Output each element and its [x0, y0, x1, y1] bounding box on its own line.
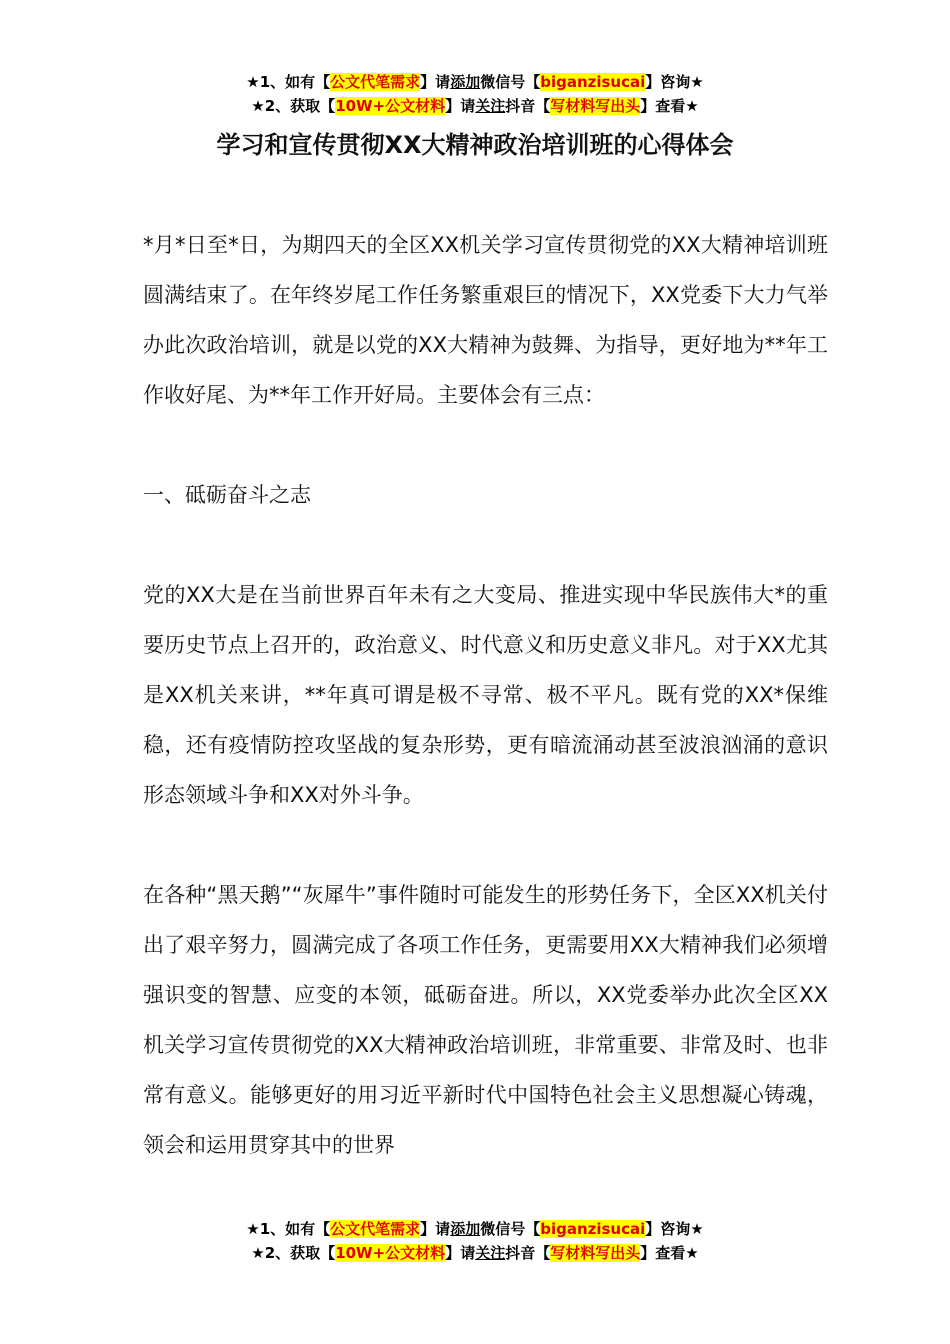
promo-highlight: 公文代笔需求: [330, 73, 421, 91]
promo-wechat-id: biganzisucai: [540, 73, 646, 91]
paragraph-intro: *月*日至*日，为期四天的全区XX机关学习宣传贯彻党的XX大精神培训班圆满结束了。在年终岁尾工作任务繁重艰巨的情况下，XX党委下大力气举办此次政治培训，就是以党的XX大精神为鼓舞、为指导，更好地为**年工作收好尾、为**年工作开好局。主要体会有三点：: [143, 233, 828, 407]
promo-underline: 关注: [475, 97, 506, 115]
document-title: 学习和宣传贯彻XX大精神政治培训班的心得体会: [216, 131, 734, 159]
section-heading: 一、砥砺奋斗之志: [143, 483, 311, 507]
footer-promo-banner: [0, 1217, 950, 1265]
header-promo-banner: [0, 70, 950, 118]
promo-text: 微信号【: [480, 73, 541, 91]
promo-text: 】请: [420, 73, 451, 91]
promo-line-2: [0, 94, 950, 118]
promo-wechat-id: biganzisucai: [540, 1220, 646, 1238]
promo-line-1: [0, 70, 950, 94]
promo-text: 抖音【: [505, 97, 551, 115]
promo-text: 】请: [445, 1244, 476, 1262]
promo-underline: 添加: [450, 73, 481, 91]
promo-highlight: 公文代笔需求: [330, 1220, 421, 1238]
promo-underline: 关注: [475, 1244, 506, 1262]
promo-text: 】请: [420, 1220, 451, 1238]
promo-text: ★1、如有【: [246, 1220, 331, 1238]
promo-text: 微信号【: [480, 1220, 541, 1238]
promo-text: ★2、获取【: [251, 1244, 336, 1262]
promo-highlight: 10W+公文材料: [335, 1244, 446, 1262]
promo-text: 】咨询★: [645, 73, 704, 91]
promo-text: ★1、如有【: [246, 73, 331, 91]
promo-underline: 添加: [450, 1220, 481, 1238]
promo-douyin-id: 写材料写出头: [550, 1244, 641, 1262]
document-body: [143, 220, 828, 1220]
promo-text: 抖音【: [505, 1244, 551, 1262]
promo-line-1: [0, 1217, 950, 1241]
promo-text: 】查看★: [640, 97, 699, 115]
promo-douyin-id: 写材料写出头: [550, 97, 641, 115]
promo-highlight: 10W+公文材料: [335, 97, 446, 115]
promo-line-2: [0, 1241, 950, 1265]
promo-text: 】查看★: [640, 1244, 699, 1262]
promo-text: 】咨询★: [645, 1220, 704, 1238]
promo-text: 】请: [445, 97, 476, 115]
paragraph: 在各种“黑天鹅”“灰犀牛”事件随时可能发生的形势任务下，全区XX机关付出了艰辛努力，圆满完成了各项工作任务，更需要用XX大精神我们必须增强识变的智慧、应变的本领，砥砺奋进。所以，XX党委举办此次全区XX机关学习宣传贯彻党的XX大精神政治培训班，非常重要、非常及时、也非常有意义。能够更好的用习近平新时代中国特色社会主义思想凝心铸魂，领会和运用贯穿其中的世界: [143, 883, 828, 1157]
paragraph: 党的XX大是在当前世界百年未有之大变局、推进实现中华民族伟大*的重要历史节点上召开的，政治意义、时代意义和历史意义非凡。对于XX尤其是XX机关来讲，**年真可谓是极不寻常、极不平凡。既有党的XX*保维稳，还有疫情防控攻坚战的复杂形势，更有暗流涌动甚至波浪汹涌的意识形态领域斗争和XX对外斗争。: [143, 583, 828, 807]
promo-text: ★2、获取【: [251, 97, 336, 115]
